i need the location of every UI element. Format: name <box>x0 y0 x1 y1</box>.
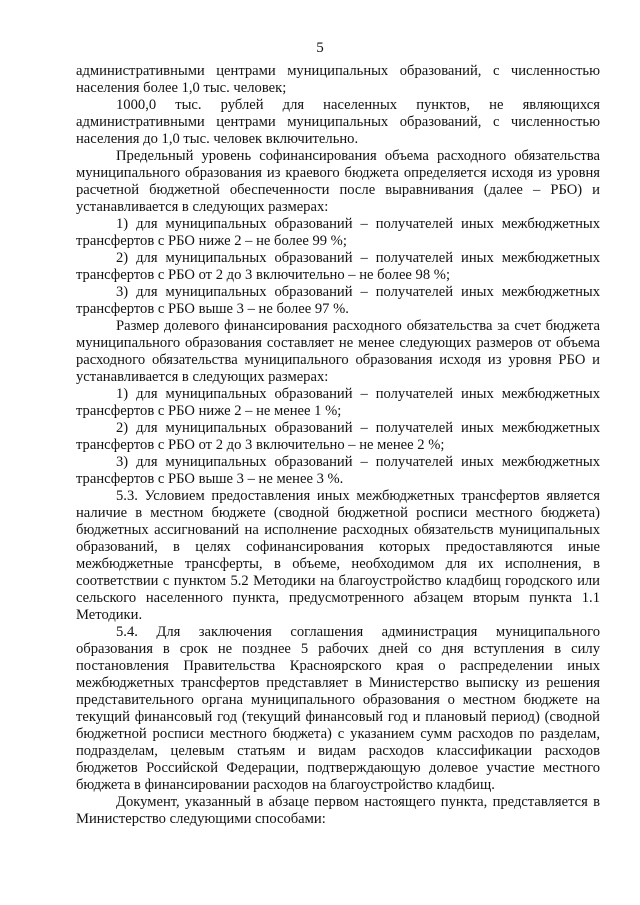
paragraph-5: 2) для муниципальных образований – получателей иных межбюджетных трансфертов с РБО от 2 до 3 включительно – не более 98 %; <box>76 250 600 283</box>
paragraph-2: 1000,0 тыс. рублей для населенных пунктов, не являющихся административными центрами муниципальных образований, с численностью населения до 1,0 тыс. человек включительно. <box>76 97 600 147</box>
paragraph-11: 5.3. Условием предоставления иных межбюджетных трансфертов является наличие в местном бюджете (сводной бюджетной росписи местного бюджета) бюджетных ассигнований на исполнение расходных обязательств муниципальных образований, в целях софинансирования которых предоставляются иные межбюджетные трансферты, в объеме, необходимом для их исполнения, в соответствии с пунктом 5.2 Методики на благоустройство кладбищ городского или сельского населенного пункта, предусмотренного абзацем вторым пункта 1.1 Методики. <box>76 488 600 623</box>
paragraph-4: 1) для муниципальных образований – получателей иных межбюджетных трансфертов с РБО ниже 2 – не более 99 %; <box>76 216 600 249</box>
paragraph-7: Размер долевого финансирования расходного обязательства за счет бюджета муниципального образования составляет не менее следующих размеров от объема расходного обязательства муниципального образования исходя из уровня РБО и устанавливается в следующих размерах: <box>76 318 600 385</box>
paragraph-3: Предельный уровень софинансирования объема расходного обязательства муниципального образования из краевого бюджета определяется исходя из уровня расчетной бюджетной обеспеченности после выравнивания (далее – РБО) и устанавливается в следующих размерах: <box>76 148 600 215</box>
paragraph-8: 1) для муниципальных образований – получателей иных межбюджетных трансфертов с РБО ниже 2 – не менее 1 %; <box>76 386 600 419</box>
document-body <box>76 63 600 828</box>
paragraph-6: 3) для муниципальных образований – получателей иных межбюджетных трансфертов с РБО выше 3 – не более 97 %. <box>76 284 600 317</box>
page-number: 5 <box>316 40 324 56</box>
paragraph-13: Документ, указанный в абзаце первом настоящего пункта, представляется в Министерство следующими способами: <box>76 794 600 827</box>
paragraph-9: 2) для муниципальных образований – получателей иных межбюджетных трансфертов с РБО от 2 до 3 включительно – не менее 2 %; <box>76 420 600 453</box>
paragraph-10: 3) для муниципальных образований – получателей иных межбюджетных трансфертов с РБО выше 3 – не менее 3 %. <box>76 454 600 487</box>
paragraph-12: 5.4. Для заключения соглашения администрация муниципального образования в срок не позднее 5 рабочих дней со дня вступления в силу постановления Правительства Красноярского края о распределении иных межбюджетных трансфертов представляет в Министерство выписку из решения представительного органа муниципального образования о местном бюджете на текущий финансовый год (текущий финансовый год и плановый период) (сводной бюджетной росписи местного бюджета) с указанием сумм расходов по разделам, подразделам, целевым статьям и видам расходов классификации расходов бюджетов Российской Федерации, подтверждающую долевое участие местного бюджета в финансировании расходов на благоустройство кладбищ. <box>76 624 600 793</box>
paragraph-1: административными центрами муниципальных образований, с численностью населения более 1,0 тыс. человек; <box>76 63 600 96</box>
